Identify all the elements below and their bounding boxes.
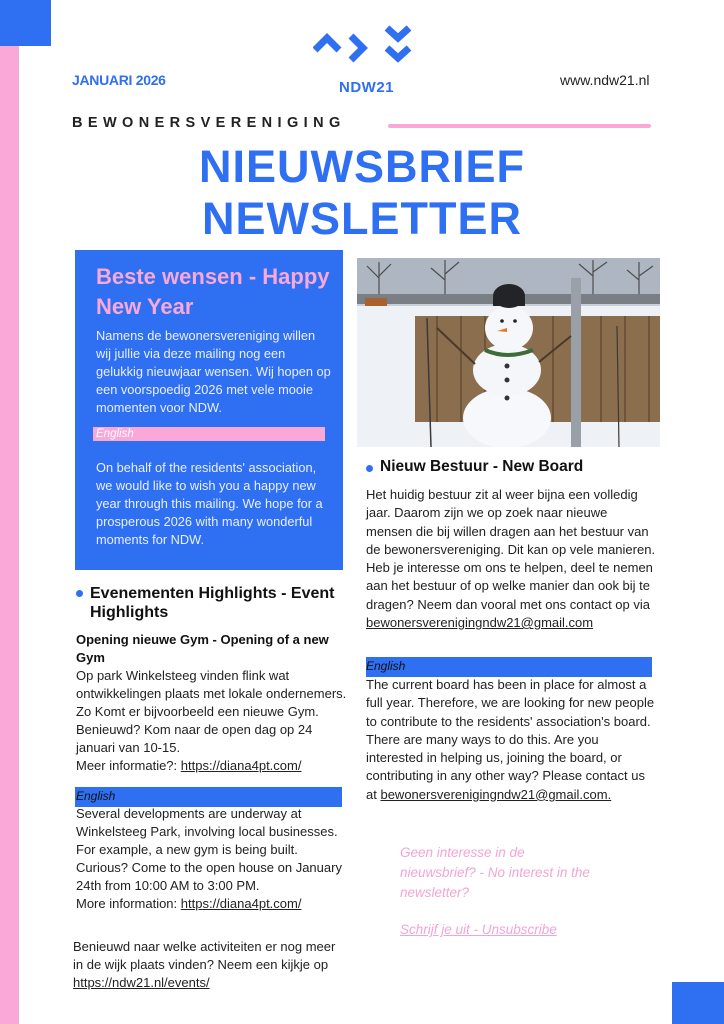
board-paragraph-nl: Het huidig bestuur zit al weer bijna een volledig jaar. Daarom zijn we op zoek naar nieuwe mensen die bij willen dragen aan het bestuur van de bewonersvereniging. Dit kan op vele manieren. Heb je interesse om ons te helpen, deel te nemen aan het bestuur of op welke manier dan ook bij te dragen? Neem dan vooral met ons contact op via xyxy=(366,487,656,612)
board-heading: Nieuw Bestuur - New Board xyxy=(380,458,584,475)
greeting-title: Beste wensen - Happy New Year xyxy=(96,264,330,319)
corner-block-bottom-right xyxy=(672,982,724,1024)
board-email-en[interactable]: bewonersverenigingndw21@gmail.com. xyxy=(380,786,612,802)
gym-subheading: Opening nieuwe Gym - Opening of a new Gym xyxy=(76,632,329,665)
corner-block-top-left xyxy=(0,0,51,46)
issue-date: JANUARI 2026 xyxy=(72,72,166,88)
more-activities-text xyxy=(73,938,343,992)
page-title-nl: NIEUWSBRIEF xyxy=(199,141,525,192)
events-link[interactable]: https://ndw21.nl/events/ xyxy=(73,975,210,990)
gym-text-en xyxy=(76,805,348,913)
gym-link-nl[interactable]: https://diana4pt.com/ xyxy=(180,758,302,773)
gym-paragraph-en: Several developments are underway at Winkelsteeg Park, involving local businesses. For example, a new gym is being built. Curious? Come to the open house on January 24th from 10:00 AM to 3:00 PM. xyxy=(76,806,342,893)
english-label: English xyxy=(366,659,406,673)
logo-text: NDW21 xyxy=(339,79,395,96)
english-label: English xyxy=(96,428,134,440)
board-text-en xyxy=(366,676,656,804)
more-info-label-en: More information: xyxy=(76,896,178,911)
board-text-nl xyxy=(366,486,656,632)
more-info-label-nl: Meer informatie?: xyxy=(76,758,178,773)
gym-link-en[interactable]: https://diana4pt.com/ xyxy=(180,896,302,911)
snowman-photo xyxy=(357,258,660,447)
gym-paragraph-nl: Op park Winkelsteeg vinden flink wat ontwikkelingen plaats met lokale ondernemers. Zo Komt er bijvoorbeeld een nieuwe Gym. Benieuwd? Kom naar de open dag op 24 januari van 10-15. xyxy=(76,668,347,755)
website-link[interactable]: www.ndw21.nl xyxy=(560,72,650,88)
events-heading: Evenementen Highlights - Event Highlights xyxy=(90,585,335,621)
more-activities-paragraph: Benieuwd naar welke activiteiten er nog meer in de wijk plaats vinden? Neem een kijkje op xyxy=(73,939,336,972)
header-divider xyxy=(388,124,651,128)
gym-text-nl xyxy=(76,667,348,775)
board-paragraph-en: The current board has been in place for almost a full year. Therefore, we are looking for new people to contribute to the residents' association's board. There are many ways to do this. Are you interested in helping us, joining the board, or contributing in any other way? Please contact us at xyxy=(366,677,655,802)
logo-chevrons-icon xyxy=(313,24,413,74)
association-label: BEWONERSVERENIGING xyxy=(72,115,346,131)
side-stripe xyxy=(0,46,19,1024)
bullet-icon xyxy=(366,465,373,472)
board-email-nl[interactable]: bewonersverenigingndw21@gmail.com xyxy=(366,615,594,631)
no-interest-text: Geen interesse in de nieuwsbrief? - No interest in the newsletter? xyxy=(400,845,590,900)
english-label-bar xyxy=(366,657,652,677)
greeting-text-nl: Namens de bewonersvereniging willen wij jullie via deze mailing nog een gelukkig nieuwjaar wensen. Wij hopen op een voorspoedig 2026 met vele mooie momenten voor NDW. xyxy=(96,328,331,415)
bullet-icon xyxy=(76,590,83,597)
unsubscribe-link[interactable]: Schrijf je uit - Unsubscribe xyxy=(400,922,557,937)
greeting-text-en: On behalf of the residents' association, we would like to wish you a happy new year through this mailing. We hope for a prosperous 2026 with many wonderful moments for NDW. xyxy=(96,460,323,547)
english-label: English xyxy=(76,789,116,803)
page-title-en: NEWSLETTER xyxy=(202,193,522,244)
